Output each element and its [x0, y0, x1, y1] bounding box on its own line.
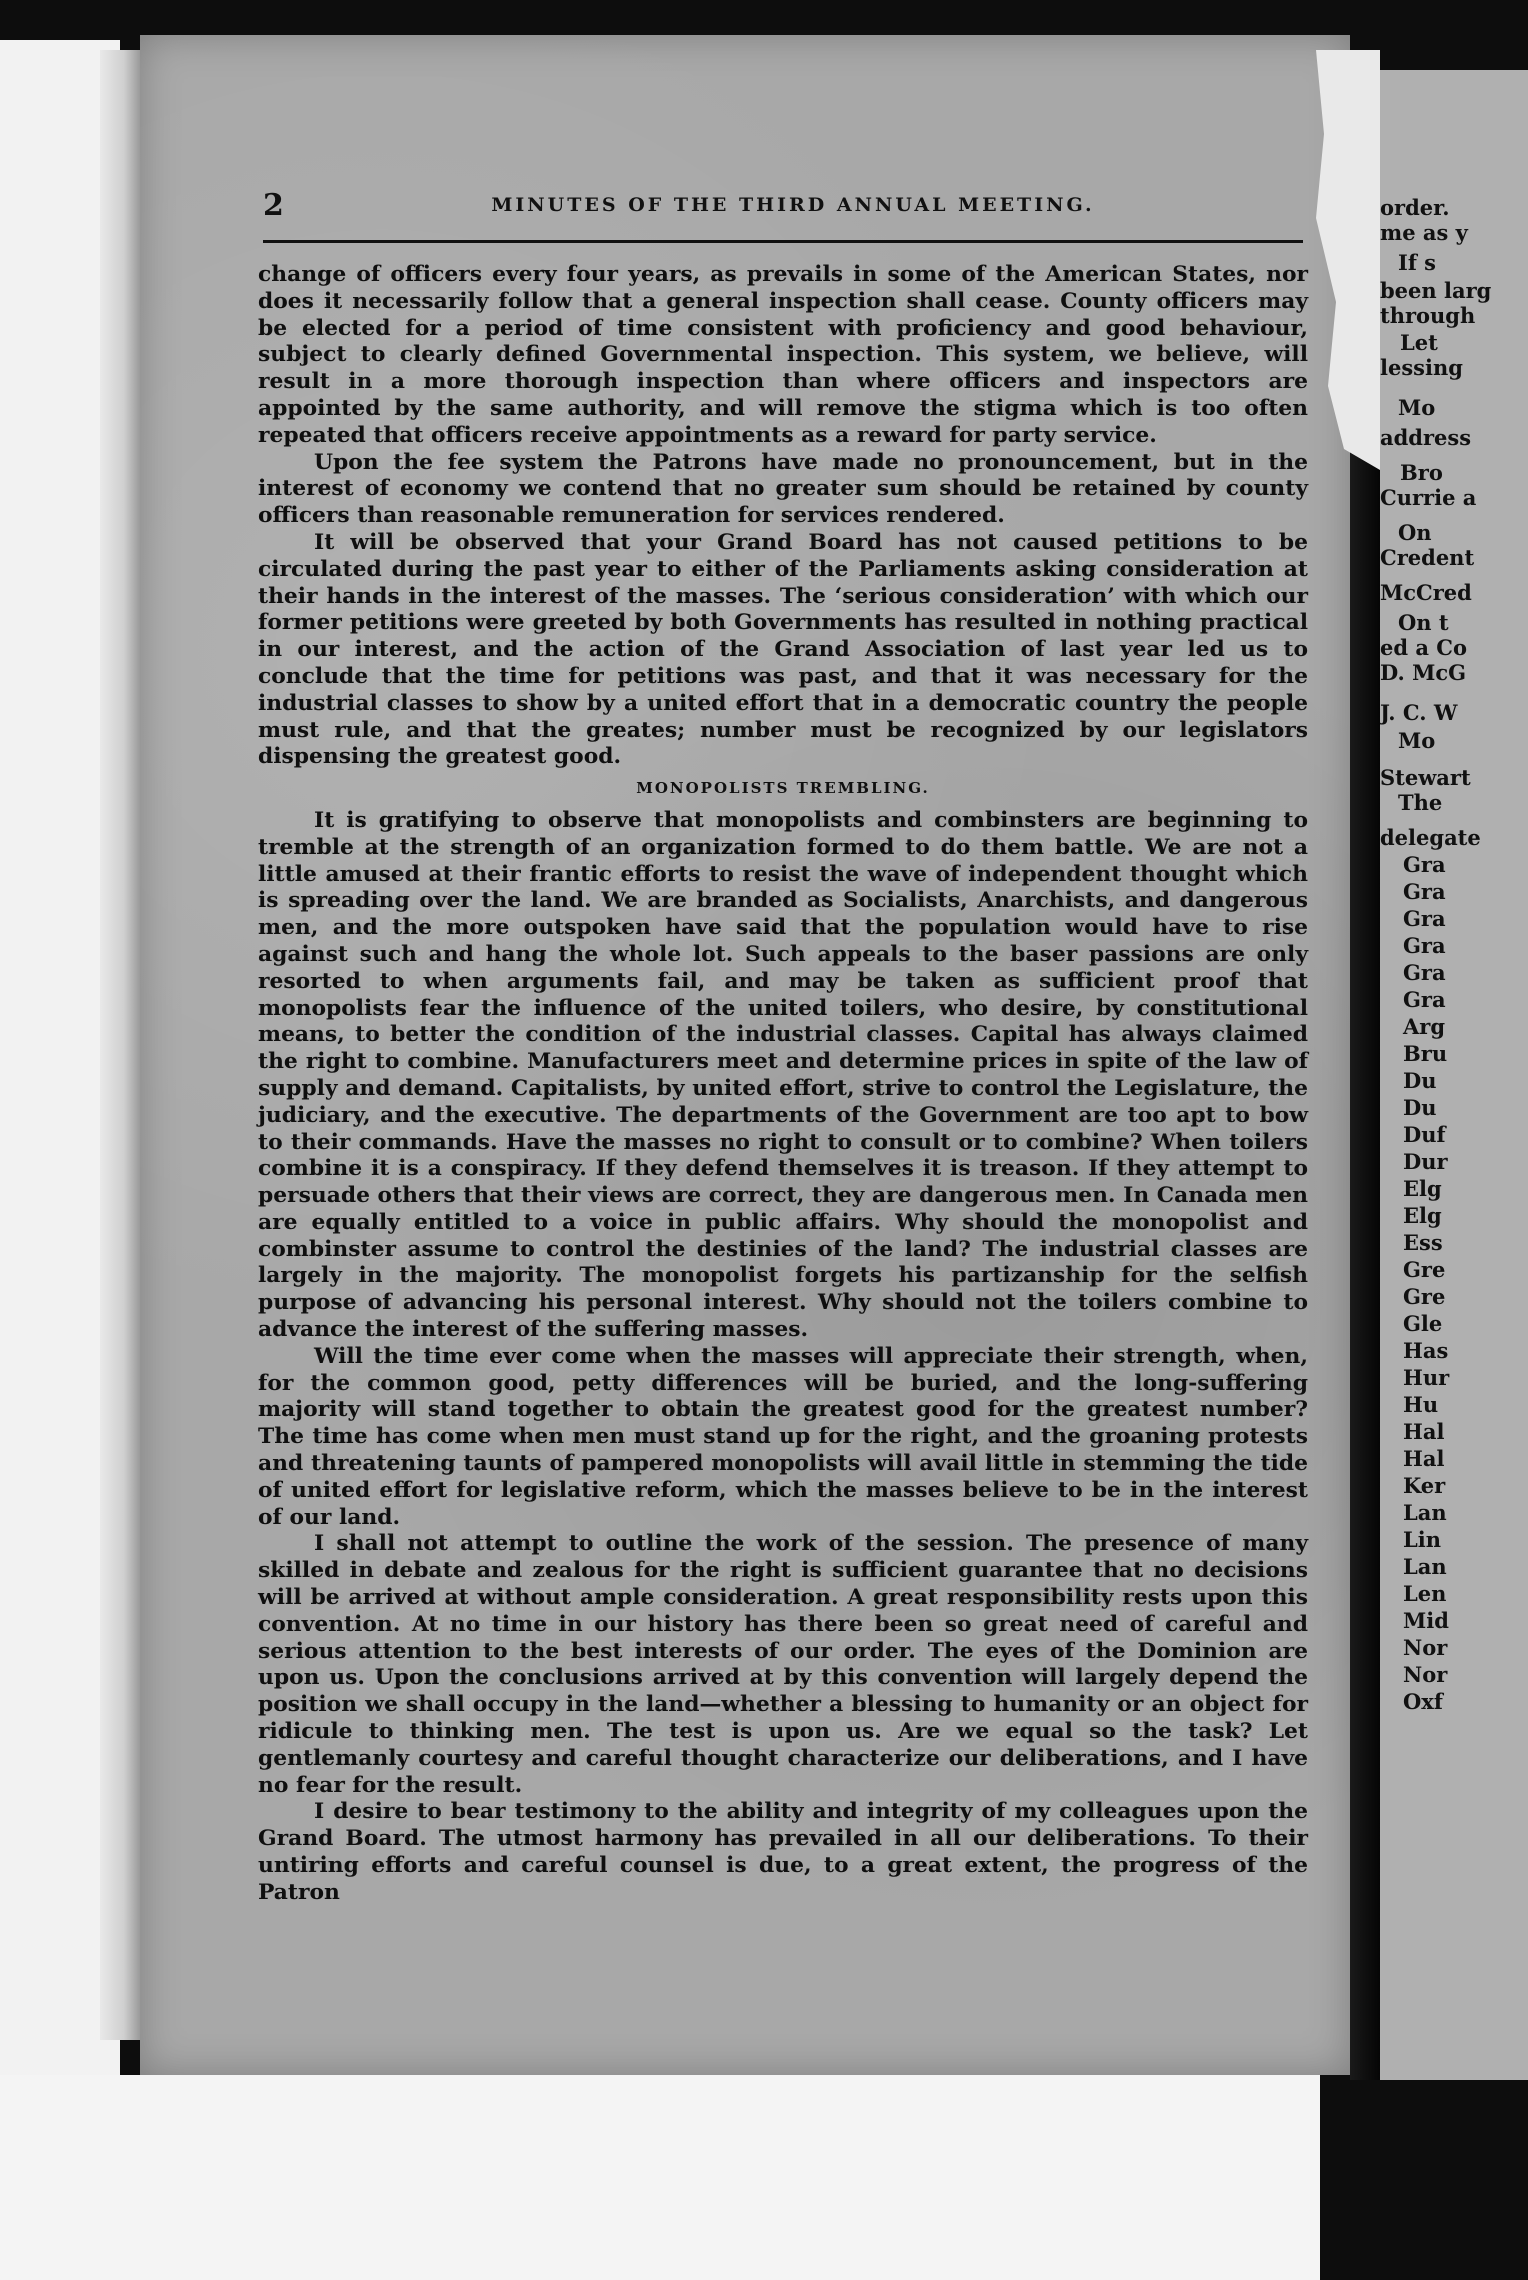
facing-page-line: Hal — [1403, 1419, 1445, 1444]
facing-page-line: Nor — [1403, 1662, 1448, 1687]
facing-page-line: Lan — [1403, 1554, 1447, 1579]
paragraph: I desire to bear testimony to the ability and integrity of my colleagues upon the Grand Board. The utmost harmony has prevailed in all our deliberations. To their untiring efforts and careful counsel is due, to a great extent, the progress of the Patron — [258, 1799, 1308, 1905]
facing-page-line: Mo — [1398, 395, 1436, 420]
facing-page-line: Arg — [1403, 1014, 1446, 1039]
facing-page-line: McCred — [1380, 580, 1472, 605]
facing-page-line: Bro — [1400, 460, 1443, 485]
facing-page-line: ed a Co — [1380, 635, 1467, 660]
facing-page-line: Stewart — [1380, 765, 1471, 790]
facing-page-line: Gra — [1403, 852, 1446, 877]
facing-page-line: Bru — [1403, 1041, 1448, 1066]
facing-page-line: Elg — [1403, 1176, 1442, 1201]
running-head: MINUTES OF THE THIRD ANNUAL MEETING. — [491, 194, 1095, 216]
facing-page-line: Gra — [1403, 906, 1446, 931]
facing-page-line: Elg — [1403, 1203, 1442, 1228]
facing-page-line: delegate — [1380, 825, 1481, 850]
page-header — [263, 188, 1303, 228]
facing-page-line: Lin — [1403, 1527, 1442, 1552]
paragraph: It will be observed that your Grand Board has not caused petitions to be circulated during the past year to either of the Parliaments asking consideration at their hands in the interest of the masses. The ‘serious consideration’ with which our former petitions were greeted by both Governments has resulted in nothing practical in our interest, and the action of the Grand Association of last year led us to conclude that the time for petitions was past, and that it was necessary for the industrial classes to show by a united effort that in a democratic country the people must rule, and that the greates; number must be recognized by our legislators dispensing the greatest good. — [258, 529, 1308, 770]
paragraph: change of officers every four years, as prevails in some of the American States, nor does it necessarily follow that a general inspection shall cease. County officers may be elected for a period of time consistent with proficiency and good behaviour, subject to clearly defined Governmental inspection. This system, we believe, will result in a more thorough inspection than where officers and inspectors are appointed by the same authority, and will remove the stigma which is too often repeated that officers receive appointments as a reward for party service. — [258, 262, 1308, 448]
section-heading: MONOPOLISTS TREMBLING. — [636, 779, 930, 798]
left-page-edge — [0, 40, 120, 2140]
facing-page-line: D. McG — [1380, 660, 1467, 685]
facing-page-line: Dur — [1403, 1149, 1448, 1174]
paragraph: Will the time ever come when the masses will appreciate their strength, when, for the common good, petty differences will be buried, and the long-suffering majority will stand together to obtain the greatest good for the greatest number? The time has come when men must stand up for the right, and the groaning protests and threatening taunts of pampered monopolists will avail little in stemming the tide of united effort for legislative reform, which the masses believe to be in the interest of our land. — [258, 1343, 1308, 1530]
paragraph: It is gratifying to observe that monopolists and combinsters are beginning to tremble at the strength of an organization formed to do them battle. We are not a little amused at their frantic efforts to resist the wave of independent thought which is spreading over the land. We are branded as Socialists, Anarchists, and dangerous men, and the more outspoken have said that the population would have to rise against such and hang the whole lot. Such appeals to the baser passions are only resorted to when arguments fail, and may be taken as sufficient proof that monopolists fear the influence of the united toilers, who desire, by constitutional means, to better the condition of the industrial classes. Capital has always claimed the right to combine. Manufacturers meet and determine prices in spite of the law of supply and demand. Capitalists, by united effort, strive to control the Legislature, the judiciary, and the executive. The departments of the Government are too apt to bow to their commands. Have the masses no right to consult or to combine? When toilers combine it is a conspiracy. If they defend themselves it is treason. If they attempt to persuade others that their views are correct, they are dangerous men. In Canada men are equally entitled to a voice in public affairs. Why should the monopolist and combinster assume to control the destinies of the land? The industrial classes are largely in the majority. The monopolist forgets his partizanship for the selfish purpose of advancing his personal interest. Why should not the toilers combine to advance the interest of the suffering masses. — [258, 807, 1308, 1343]
facing-page-line: Len — [1403, 1581, 1447, 1606]
facing-page-line: Lan — [1403, 1500, 1447, 1525]
facing-page-line: Gra — [1403, 987, 1446, 1012]
facing-page-line: been larg — [1380, 278, 1492, 303]
facing-page-line: Hur — [1403, 1365, 1450, 1390]
binding-strip — [100, 50, 140, 2040]
facing-page-line: Gle — [1403, 1311, 1443, 1336]
facing-page-line: Nor — [1403, 1635, 1448, 1660]
facing-page-line: Hal — [1403, 1446, 1445, 1471]
facing-page-line: Ker — [1403, 1473, 1446, 1498]
facing-page-line: Duf — [1403, 1122, 1446, 1147]
facing-page-line: Gre — [1403, 1257, 1446, 1282]
facing-page-line: Mo — [1398, 728, 1436, 753]
facing-page-line: Gra — [1403, 960, 1446, 985]
header-rule — [263, 240, 1303, 243]
facing-page-line: On t — [1398, 610, 1449, 635]
facing-page-line: Has — [1403, 1338, 1449, 1363]
facing-page-line: Gre — [1403, 1284, 1446, 1309]
facing-page-line: Mid — [1403, 1608, 1449, 1633]
facing-page-line: J. C. W — [1380, 700, 1458, 725]
facing-page-line: Gra — [1403, 933, 1446, 958]
facing-page-line: order. — [1380, 195, 1450, 220]
page-bottom-margin — [0, 2075, 1320, 2280]
facing-page-line: Credent — [1380, 545, 1475, 570]
facing-page-line: Du — [1403, 1068, 1437, 1093]
paragraph: I shall not attempt to outline the work of the session. The presence of many skilled in debate and zealous for the right is sufficient guarantee that no decisions will be arrived at without ample consideration. A great responsibility rests upon this convention. At no time in our history has there been so great need of careful and serious attention to the best interests of our order. The eyes of the Dominion are upon us. Upon the conclusions arrived at by this convention will largely depend the position we shall occupy in the land—whether a blessing to humanity or an object for ridicule to thinking men. The test is upon us. Are we equal so the task? Let gentlemanly courtesy and careful thought characterize our deliberations, and I have no fear for the result. — [258, 1531, 1308, 1798]
facing-page-line: lessing — [1380, 355, 1463, 380]
facing-page-line: Let — [1400, 330, 1438, 355]
facing-page-line: Oxf — [1403, 1689, 1443, 1714]
body-text — [258, 262, 1308, 1907]
facing-page-line: Gra — [1403, 879, 1446, 904]
facing-page-line: The — [1398, 790, 1443, 815]
paragraph: Upon the fee system the Patrons have made no pronouncement, but in the interest of economy we contend that no greater sum should be retained by county officers than reasonable remuneration for services rendered. — [258, 449, 1308, 529]
facing-page-line: Ess — [1403, 1230, 1443, 1255]
facing-page-line: If s — [1398, 250, 1436, 275]
facing-page-line: address — [1380, 425, 1472, 450]
facing-page-line: Du — [1403, 1095, 1437, 1120]
facing-page-fragment — [1380, 70, 1528, 2080]
facing-page-line: me as y — [1380, 220, 1468, 245]
facing-page-line: Hu — [1403, 1392, 1439, 1417]
facing-page-line: Currie a — [1380, 485, 1477, 510]
facing-page-line: On — [1398, 520, 1432, 545]
page-number: 2 — [263, 188, 284, 223]
facing-page-line: through — [1380, 303, 1476, 328]
